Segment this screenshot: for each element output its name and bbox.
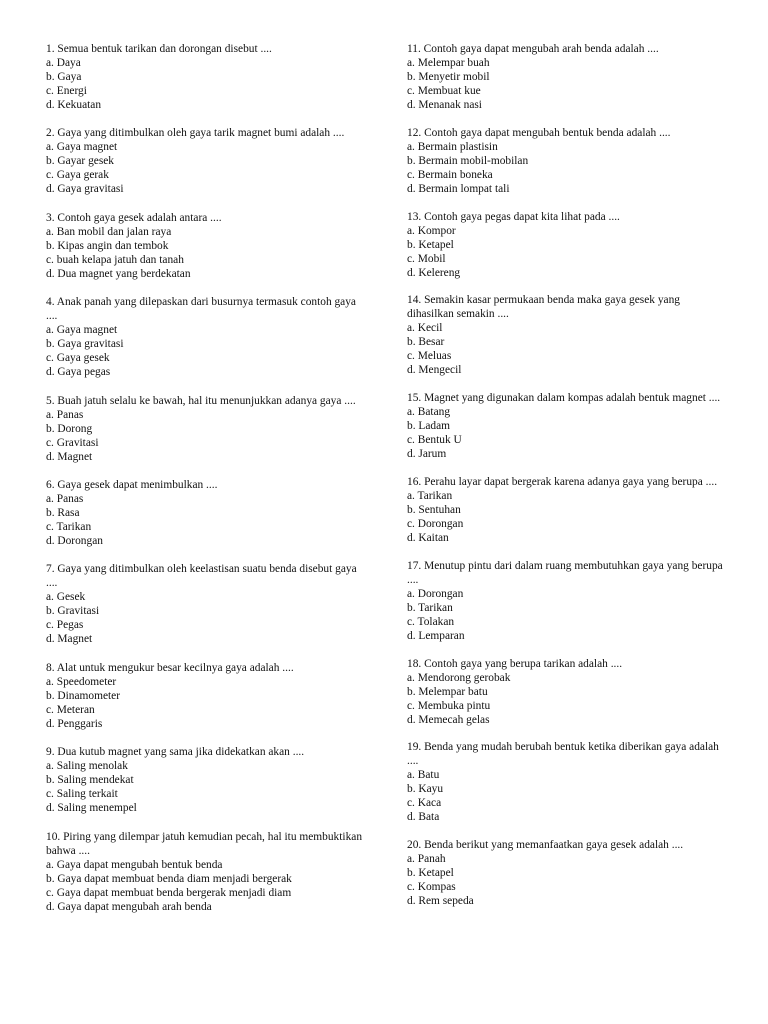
option-a: a. Panas [46,408,84,421]
option-c: c. Tolakan [407,615,455,628]
option-c: c. Membuat kue [407,85,481,97]
option-a: a. Dorongan [407,587,464,600]
option-d: d. Jarum [407,448,447,461]
option-a: a. Daya [46,57,81,69]
option-a: a. Kompor [407,224,456,237]
question-3 [46,211,366,281]
option-b: b. Dinamometer [46,689,121,702]
question-16 [407,475,729,545]
question-text: 17. Menutup pintu dari dalam ruang membutuhkan gaya yang berupa .... [407,559,723,586]
option-a: a. Bermain plastisin [407,140,498,153]
option-c: c. Membuka pintu [407,699,491,712]
question-text: 5. Buah jatuh selalu ke bawah, hal itu menunjukkan adanya gaya .... [46,394,356,407]
option-b: b. Gaya gravitasi [46,338,124,351]
option-a: a. Gaya dapat mengubah bentuk benda [46,858,223,871]
question-text: 20. Benda berikut yang memanfaatkan gaya gesek adalah .... [407,839,684,852]
question-text: 18. Contoh gaya yang berupa tarikan adalah .... [407,657,623,670]
option-d: d. Menanak nasi [407,99,482,111]
question-text: 9. Dua kutub magnet yang sama jika didekatkan akan .... [46,746,305,759]
option-a: a. Ban mobil dan jalan raya [46,225,172,238]
option-d: d. Gaya gravitasi [46,183,124,196]
option-d: d. Dorongan [46,534,103,547]
question-text: 12. Contoh gaya dapat mengubah bentuk benda adalah .... [407,126,671,139]
option-c: c. Energi [46,85,87,97]
option-c: c. Meteran [46,703,95,716]
option-c: c. Meluas [407,350,452,363]
option-c: c. Mobil [407,252,446,265]
option-b: b. Tarikan [407,601,453,614]
question-text: 4. Anak panah yang dilepaskan dari busurnya termasuk contoh gaya .... [46,296,356,323]
question-text: 2. Gaya yang ditimbulkan oleh gaya tarik magnet bumi adalah .... [46,127,345,140]
option-d: d. Mengecil [407,364,462,377]
question-text: 6. Gaya gesek dapat menimbulkan .... [46,478,218,491]
question-6 [46,478,366,548]
question-text: 1. Semua bentuk tarikan dan dorongan disebut .... [46,43,272,55]
option-b: b. Gayar gesek [46,155,114,168]
option-d: d. Bermain lompat tali [407,182,510,195]
option-a: a. Melempar buah [407,57,490,69]
option-d: d. Gaya dapat mengubah arah benda [46,900,212,913]
option-b: b. Gravitasi [46,605,100,618]
option-b: b. Melempar batu [407,685,488,698]
option-b: b. Menyetir mobil [407,71,490,83]
option-b: b. Saling mendekat [46,774,134,787]
option-d: d. Kaitan [407,531,449,544]
option-c: c. Dorongan [407,517,464,530]
option-c: c. Bentuk U [407,434,462,447]
option-b: b. Besar [407,336,445,349]
left-question-column [46,42,366,928]
question-2 [46,126,366,196]
option-c: c. Gaya dapat membuat benda bergerak menjadi diam [46,886,292,899]
option-d: d. Saling menempel [46,802,137,815]
option-c: c. Pegas [46,619,84,632]
option-a: a. Panas [46,492,84,505]
option-d: d. Memecah gelas [407,713,490,726]
option-c: c. Gravitasi [46,436,99,449]
option-a: a. Gesek [46,591,86,604]
question-14 [407,293,729,377]
option-d: d. Penggaris [46,717,103,730]
question-text: 3. Contoh gaya gesek adalah antara .... [46,211,222,224]
option-c: c. Gaya gesek [46,352,110,365]
question-text: 11. Contoh gaya dapat mengubah arah benda adalah .... [407,43,659,55]
question-text: 16. Perahu layar dapat bergerak karena adanya gaya yang berupa .... [407,475,718,488]
question-text: 19. Benda yang mudah berubah bentuk ketika diberikan gaya adalah .... [407,741,719,768]
question-8 [46,661,366,731]
question-text: 13. Contoh gaya pegas dapat kita lihat pada .... [407,210,620,223]
option-a: a. Batang [407,406,451,419]
option-c: c. Kaca [407,797,442,810]
option-d: d. Gaya pegas [46,366,111,379]
option-c: c. Bermain boneka [407,168,493,181]
question-11 [407,42,729,112]
option-a: a. Saling menolak [46,760,128,773]
right-question-column [407,42,729,922]
option-b: b. Ketapel [407,238,454,251]
question-10 [46,830,366,914]
question-text: 10. Piring yang dilempar jatuh kemudian pecah, hal itu membuktikan bahwa .... [46,830,363,857]
option-a: a. Panah [407,853,446,866]
question-4 [46,295,366,379]
question-12 [407,126,729,196]
question-5 [46,394,366,464]
question-text: 15. Magnet yang digunakan dalam kompas adalah bentuk magnet .... [407,392,721,405]
question-15 [407,391,729,461]
option-d: d. Magnet [46,450,93,463]
option-a: a. Batu [407,769,440,782]
question-text: 7. Gaya yang ditimbulkan oleh keelastisan suatu benda disebut gaya .... [46,563,357,590]
option-d: d. Rem sepeda [407,895,474,908]
question-1 [46,42,366,112]
option-b: b. Dorong [46,422,93,435]
question-18 [407,657,729,727]
option-b: b. Bermain mobil-mobilan [407,154,529,167]
option-d: d. Lemparan [407,629,465,642]
option-a: a. Tarikan [407,489,453,502]
option-b: b. Kipas angin dan tembok [46,239,169,252]
option-c: c. Kompas [407,881,456,894]
question-text: 8. Alat untuk mengukur besar kecilnya gaya adalah .... [46,661,294,674]
option-a: a. Speedometer [46,675,117,688]
option-a: a. Mendorong gerobak [407,671,511,684]
question-7 [46,562,366,646]
option-d: d. Magnet [46,633,93,646]
option-c: c. Tarikan [46,520,92,533]
question-20 [407,838,729,908]
option-d: d. Dua magnet yang berdekatan [46,267,191,280]
option-b: b. Rasa [46,506,80,519]
option-b: b. Ketapel [407,867,454,880]
option-a: a. Kecil [407,322,443,335]
question-9 [46,745,366,815]
question-19 [407,740,729,824]
option-d: d. Kekuatan [46,99,102,111]
option-b: b. Sentuhan [407,503,461,516]
option-b: b. Gaya dapat membuat benda diam menjadi bergerak [46,872,292,885]
question-text: 14. Semakin kasar permukaan benda maka gaya gesek yang dihasilkan semakin .... [407,294,680,321]
question-13 [407,210,729,280]
option-a: a. Gaya magnet [46,141,118,154]
option-c: c. Saling terkait [46,788,118,801]
option-a: a. Gaya magnet [46,324,118,337]
question-17 [407,559,729,643]
option-d: d. Bata [407,811,440,824]
option-c: c. Gaya gerak [46,169,109,182]
option-b: b. Gaya [46,71,82,83]
option-c: c. buah kelapa jatuh dan tanah [46,253,184,266]
option-b: b. Ladam [407,420,451,433]
option-d: d. Kelereng [407,266,461,279]
option-b: b. Kayu [407,783,444,796]
